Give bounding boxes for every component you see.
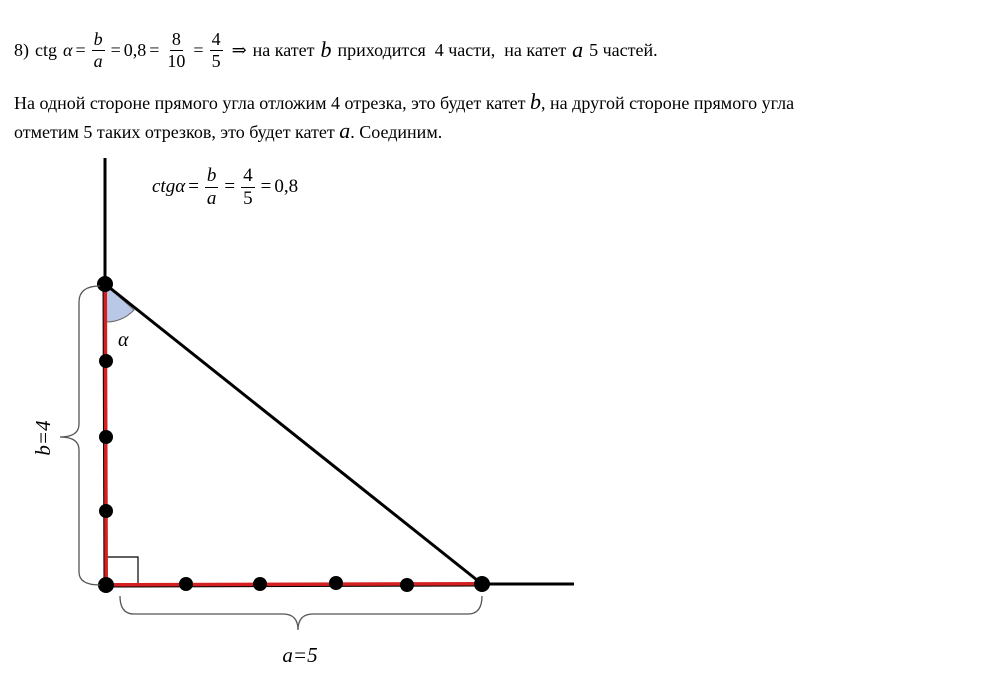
ctg-alpha-lhs: ctgα	[152, 176, 186, 198]
alpha-symbol: α	[63, 39, 73, 60]
equals-sign: =	[224, 176, 236, 198]
paragraph-text: На одной стороне прямого угла отложим 4 отрезка, это будет катет	[14, 93, 526, 113]
division-dot	[179, 577, 193, 591]
leg-a-symbol: a	[572, 37, 584, 62]
fraction-numerator: 8	[171, 28, 181, 49]
task-text-part2: приходится 4 части, на катет	[337, 39, 567, 60]
leg-b-symbol: b	[320, 37, 332, 62]
decimal-value: 0,8	[123, 39, 147, 60]
task-text-part3: 5 частей.	[589, 39, 658, 60]
implies-arrow: ⇒	[231, 39, 247, 60]
equals-sign: =	[260, 176, 272, 198]
division-dot	[474, 576, 490, 592]
ctg-func: ctg	[35, 39, 57, 60]
equals-sign: =	[75, 39, 86, 60]
fraction-numerator: b	[93, 28, 103, 49]
fraction-denominator: a	[93, 50, 103, 71]
fraction-denominator: a	[206, 187, 217, 209]
fraction-numerator: b	[206, 165, 217, 186]
fraction-denominator: 5	[211, 50, 221, 71]
paragraph-text: , на другой стороне прямого угла	[541, 93, 795, 113]
task-text-part1: на катет	[252, 39, 315, 60]
hypotenuse-line	[105, 284, 482, 584]
task-number: 8)	[14, 39, 29, 60]
fraction-numerator: 4	[243, 165, 253, 186]
brace-a	[120, 596, 482, 630]
division-dot	[98, 577, 114, 593]
division-dot	[400, 578, 414, 592]
result-value: 0,8	[274, 176, 299, 198]
brace-b	[60, 286, 100, 585]
equals-sign: =	[110, 39, 121, 60]
equals-sign: =	[193, 39, 204, 60]
leg-a-line	[106, 584, 482, 585]
division-dot	[99, 430, 113, 444]
fraction-numerator: 4	[211, 28, 221, 49]
leg-b-symbol: b	[530, 89, 542, 114]
fraction-denominator: 10	[167, 50, 186, 71]
division-dot	[329, 576, 343, 590]
fraction-denominator: 5	[243, 187, 253, 209]
division-dot	[99, 354, 113, 368]
leg-a-symbol: a	[339, 118, 351, 143]
equals-sign: =	[188, 176, 199, 198]
division-dot	[97, 276, 113, 292]
division-dot	[99, 504, 113, 518]
side-a-label: a=5	[282, 643, 318, 667]
angle-alpha-label: α	[118, 329, 129, 351]
side-b-label: b=4	[31, 420, 55, 456]
division-dot	[253, 577, 267, 591]
equals-sign: =	[149, 39, 160, 60]
paragraph-text: . Соединим.	[350, 122, 443, 142]
paragraph-text: отметим 5 таких отрезков, это будет катет	[14, 122, 335, 142]
